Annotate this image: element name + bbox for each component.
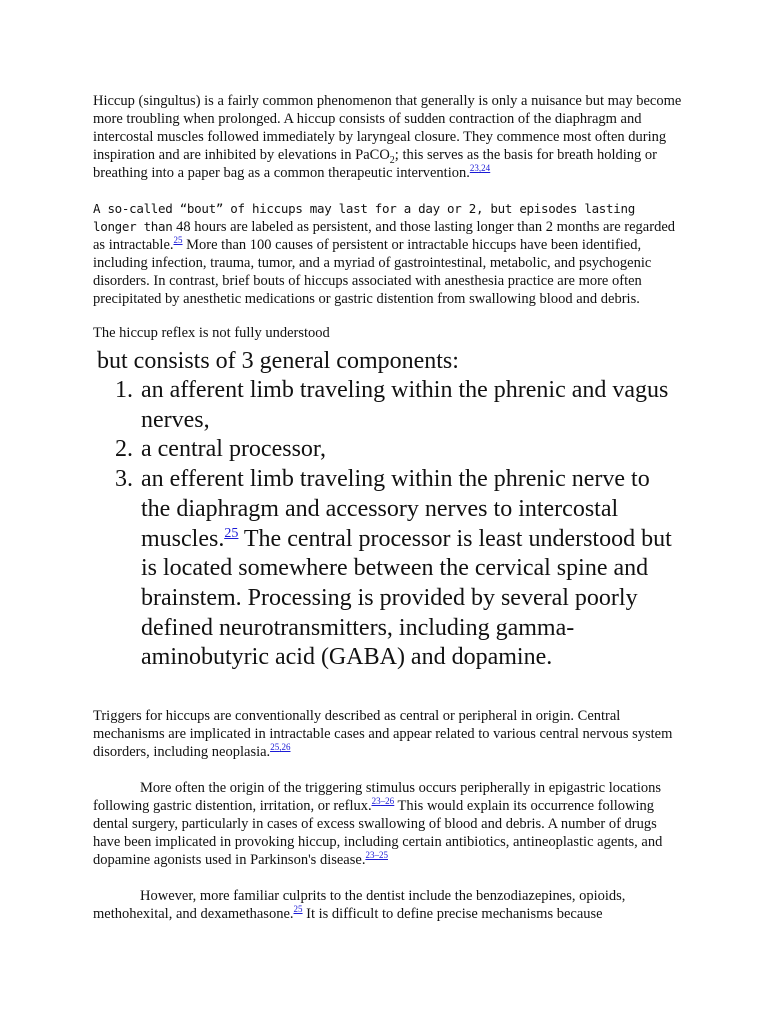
reference-superscript	[365, 850, 388, 860]
list-item-text: an efferent limb traveling within the phrenic nerve to the diaphragm and accessory nerves to intercostal muscles.	[141, 466, 650, 552]
reference-link[interactable]: 23	[371, 796, 381, 807]
reference-separator: ,	[478, 163, 482, 174]
paragraph-peripheral-origin	[93, 779, 683, 869]
reference-link[interactable]: 25	[224, 525, 239, 541]
paragraph-text: Triggers for hiccups are conventionally described as central or peripheral in origin. Central mechanisms are implicated in intractable cases and appear related to various central nervous system disorders, including neoplasia.	[93, 708, 673, 761]
reference-superscript	[224, 526, 238, 541]
reference-link[interactable]: 25	[378, 850, 388, 861]
reference-link[interactable]: 25	[173, 235, 183, 246]
paragraph-triggers	[93, 707, 683, 761]
list-item-text: The central processor is least understood but is located somewhere between the cervical spine and brainstem. Processing is provided by several poorly defined neurotransmitters, including gamma-aminobutyric acid (GABA) and dopamine.	[141, 525, 672, 671]
reference-superscript	[270, 742, 290, 752]
paragraph-text: A so-called “bout” of hiccups may last for a day or 2, but episodes lasting longer than	[93, 201, 635, 234]
list-item	[139, 465, 683, 673]
subscript: 2	[389, 154, 395, 166]
reflex-components-intro: but consists of 3 general components:	[97, 348, 459, 374]
reference-separator: –	[380, 796, 386, 807]
list-item: 1. an afferent limb traveling within the phrenic and vagus nerves,	[139, 376, 683, 435]
paragraph-hiccup-definition	[93, 92, 683, 182]
paragraph-text: However, more familiar culprits to the dentist include the benzodiazepines, opioids, methohexital, and dexamethasone.	[93, 888, 626, 923]
paragraph-hiccup-duration	[93, 200, 683, 308]
paragraph-text: This would explain its occurrence following dental surgery, particularly in cases of excess swallowing of blood and debris. A number of drugs have been implicated in provoking hiccup, including certain antibiotics, antineoplastic agents, and dopamine agonists used in Parkinson's disease.	[93, 798, 663, 869]
list-item: 2. a central processor,	[139, 435, 683, 465]
paragraph-text: Hiccup (singultus) is a fairly common phenomenon that generally is only a nuisance but may become more troubling when prolonged. A hiccup consists of sudden contraction of the diaphragm and intercostal muscles followed immediately by laryngeal closure. They commence most often during inspiration and are inhibited by elevations in PaCO	[93, 93, 682, 163]
paragraph-text: 48 hours are labeled as persistent, and those lasting longer than 2 months are regarded as intractable.	[93, 219, 675, 253]
paragraph-text: More than 100 causes of persistent or intractable hiccups have been identified, including infection, trauma, tumor, and a myriad of gastrointestinal, metabolic, and psychogenic disorders. In contrast, brief bouts of hiccups associated with anesthesia practice are more often precipitated by anesthetic medications or gastric distention from swallowing blood and debris.	[93, 237, 652, 307]
document-page	[93, 92, 683, 923]
reference-link[interactable]: 25	[293, 904, 303, 915]
reference-link[interactable]: 26	[281, 742, 291, 753]
reference-superscript	[372, 796, 395, 806]
reference-link[interactable]: 26	[385, 796, 395, 807]
reference-separator: –	[374, 850, 379, 861]
paragraph-dental-culprits	[93, 887, 683, 923]
reference-separator: ,	[279, 742, 282, 753]
paragraph-text: More often the origin of the triggering stimulus occurs peripherally in epigastric locations following gastric distention, irritation, or reflux.	[93, 780, 662, 815]
paragraph-text: It is difficult to define precise mechanisms because	[302, 906, 603, 923]
paragraph-reflex-lead: The hiccup reflex is not fully understood	[93, 325, 330, 341]
reference-link[interactable]: 25	[270, 742, 280, 753]
reference-superscript	[174, 235, 183, 245]
reference-superscript	[470, 163, 490, 173]
reference-link[interactable]: 24	[481, 163, 491, 174]
reflex-components-list	[93, 376, 683, 673]
reference-link[interactable]: 23	[469, 163, 479, 174]
reference-superscript	[294, 904, 303, 914]
paragraph-text: ; this serves as the basis for breath holding or breathing into a paper bag as a common therapeutic intervention.	[93, 147, 657, 181]
reference-link[interactable]: 23	[365, 850, 375, 861]
